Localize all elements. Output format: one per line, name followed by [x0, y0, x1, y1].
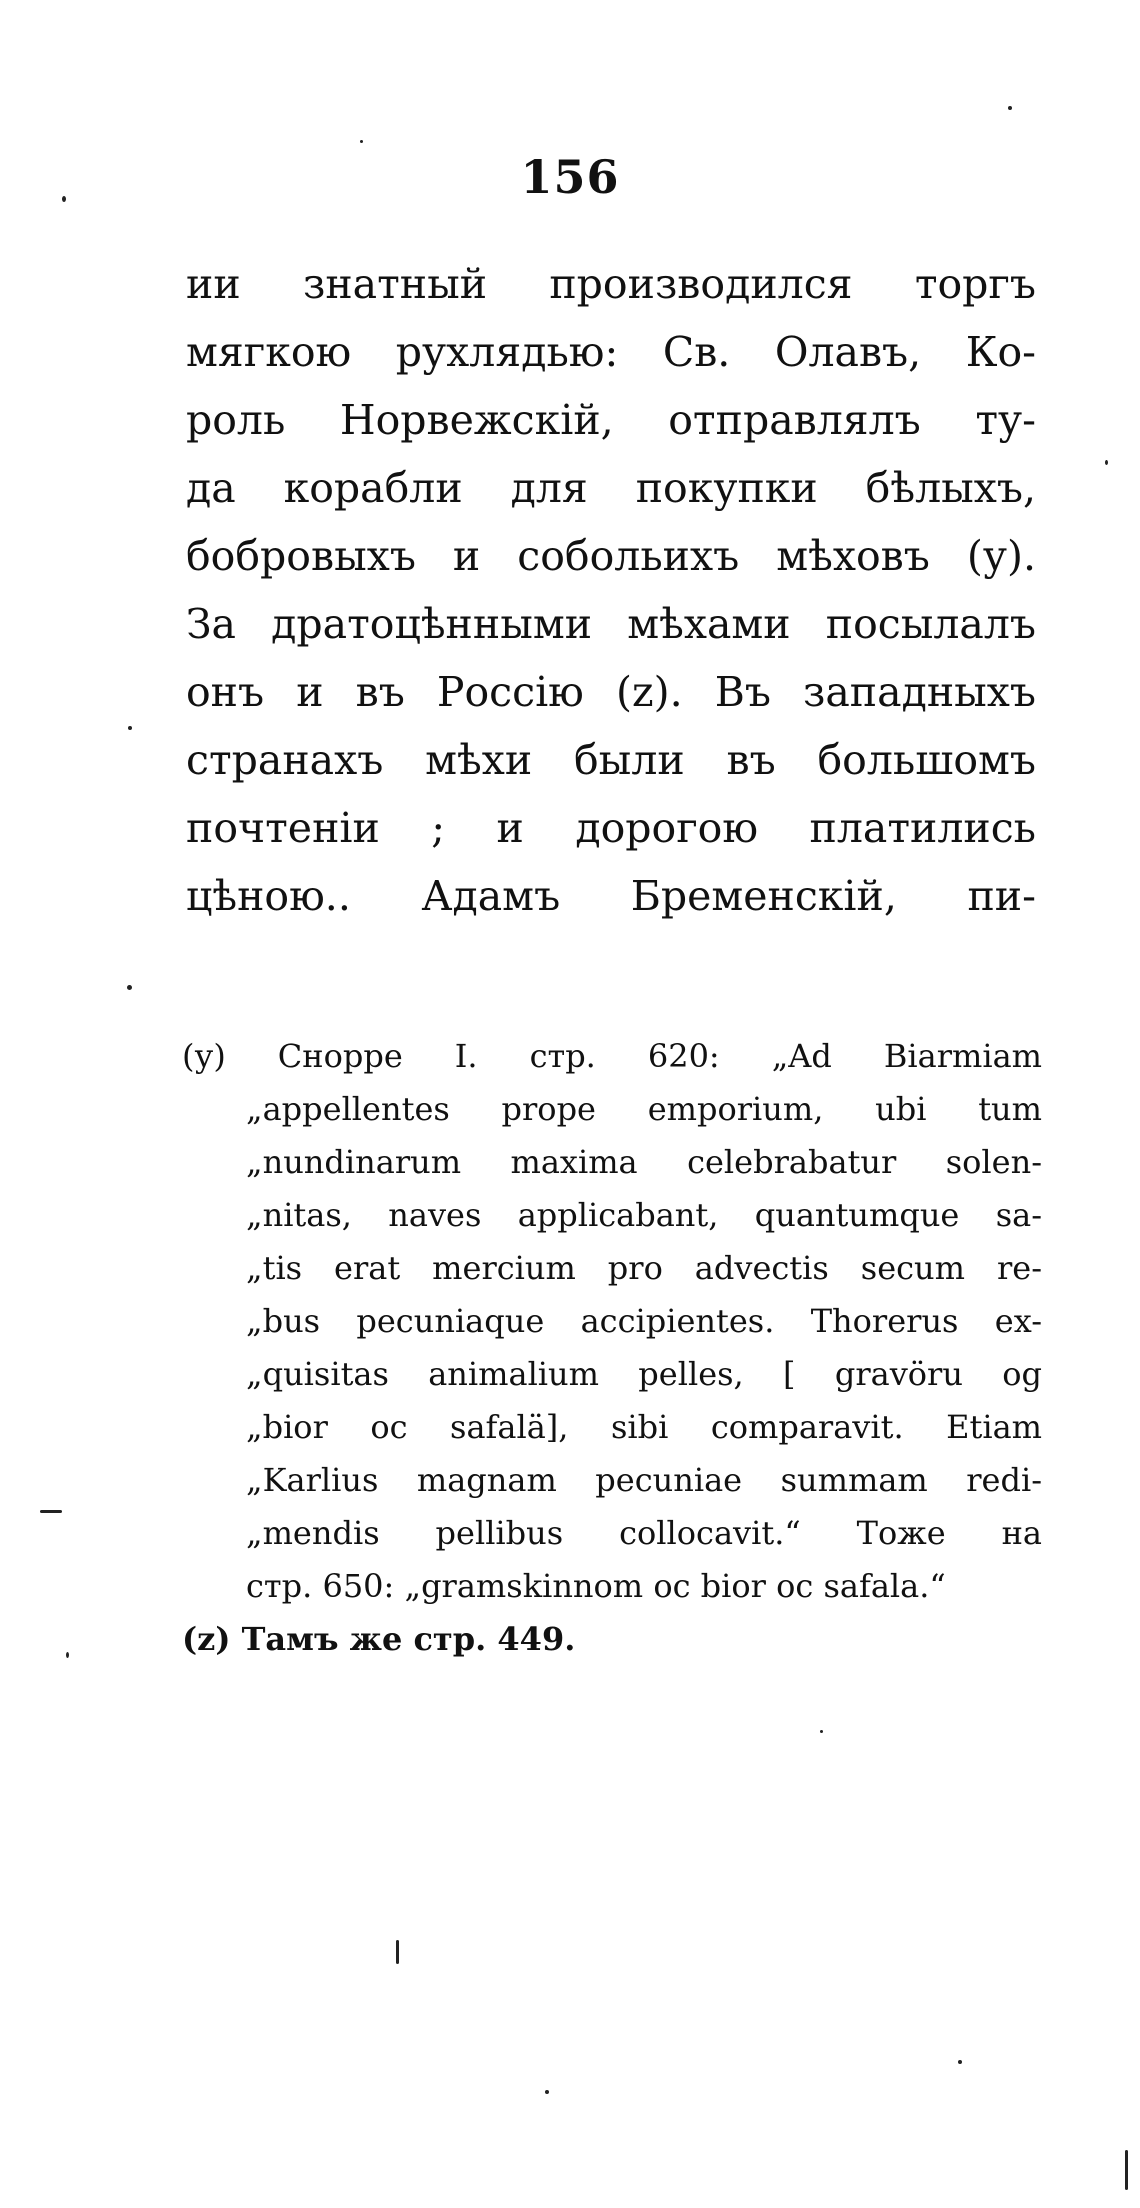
- footnote-y-line: „bior oc safalä], sibi comparavit. Etiam: [246, 1408, 1042, 1446]
- scan-speck: [1125, 2150, 1128, 2190]
- footnote-y-line: „bus pecuniaque accipientes. Thorerus ex-: [246, 1302, 1042, 1340]
- scan-speck: [62, 196, 66, 202]
- footnote-y-line: „nundinarum maxima celebrabatur solen-: [246, 1143, 1042, 1181]
- footnote-y-line: „quisitas animalium pelles, [ gravöru og: [246, 1355, 1042, 1393]
- main-text: [186, 250, 1036, 930]
- text-line: почтеніи ; и дорогою платились: [186, 804, 1036, 852]
- text-line: роль Норвежскій, отправлялъ ту-: [186, 396, 1036, 444]
- footnote-y-line: (у) Снорре I. стр. 620: „Ad Biarmiam: [182, 1037, 1042, 1075]
- page-number: 156: [520, 150, 620, 204]
- text-line: странахъ мѣхи были въ большомъ: [186, 736, 1036, 784]
- footnote-y-line: „mendis pellibus collocavit.“ Тоже на: [246, 1514, 1042, 1552]
- footnote-z-line: (z) Тамъ же стр. 449.: [182, 1620, 576, 1658]
- text-line: мягкою рухлядью: Св. Олавъ, Ко-: [186, 328, 1036, 376]
- text-line: ии знатный производился торгъ: [186, 260, 1036, 308]
- text-line: да корабли для покупки бѣлыхъ,: [186, 464, 1036, 512]
- scan-speck: [360, 140, 363, 143]
- scan-speck: [66, 1652, 69, 1658]
- scan-speck: [40, 1510, 62, 1513]
- scan-speck: [1105, 460, 1108, 465]
- footnote-y-line: „tis erat mercium pro advectis secum re-: [246, 1249, 1042, 1287]
- scan-speck: [396, 1940, 399, 1964]
- scan-speck: [127, 985, 132, 990]
- footnote-y-line: „nitas, naves applicabant, quantumque sa-: [246, 1196, 1042, 1234]
- scan-speck: [128, 726, 132, 730]
- scan-speck: [545, 2090, 549, 2094]
- text-line: онъ и въ Россію (z). Въ западныхъ: [186, 668, 1036, 716]
- scan-speck: [820, 1730, 823, 1733]
- footnote-y-line: „appellentes prope emporium, ubi tum: [246, 1090, 1042, 1128]
- scan-speck: [1008, 106, 1012, 110]
- text-line: цѣною.. Адамъ Бременскій, пи-: [186, 872, 1036, 920]
- footnotes: [182, 1030, 1042, 1666]
- footnote-y-line: стр. 650: „gramskinnom oc bior oc safala.“: [246, 1567, 946, 1605]
- text-line: бобровыхъ и собольихъ мѣховъ (у).: [186, 532, 1036, 580]
- text-line: За дратоцѣнными мѣхами посылалъ: [186, 600, 1036, 648]
- footnote-y-line: „Karlius magnam pecuniae summam redi-: [246, 1461, 1042, 1499]
- scan-speck: [958, 2060, 962, 2064]
